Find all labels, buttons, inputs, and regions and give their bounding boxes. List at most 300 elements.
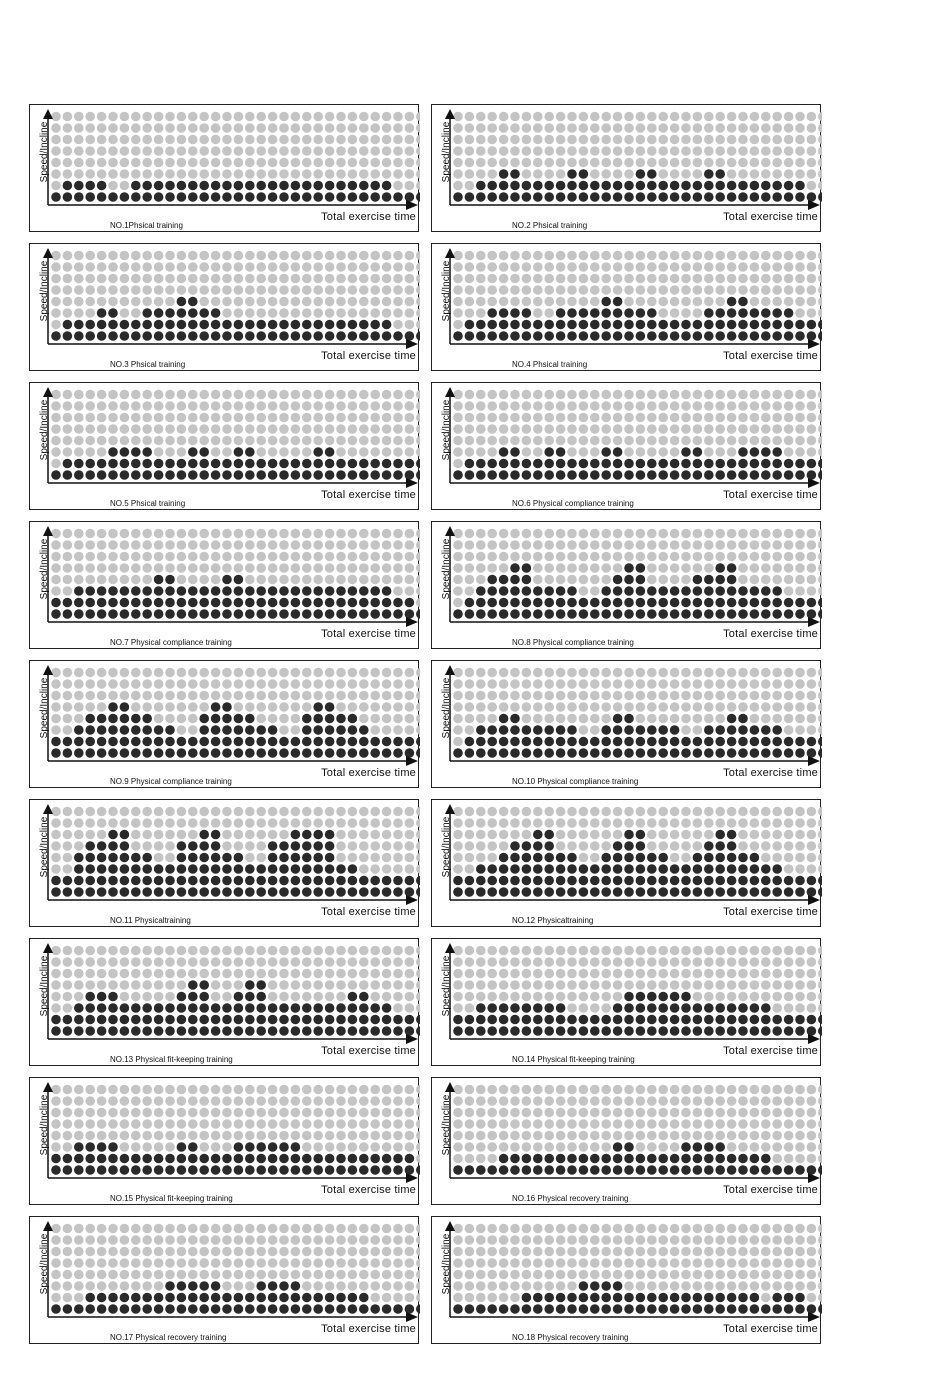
- level-dot: [533, 540, 543, 550]
- level-dot: [74, 1281, 84, 1291]
- level-dot: [291, 1131, 301, 1141]
- level-dot: [715, 424, 725, 434]
- level-dot-active: [567, 598, 577, 608]
- level-dot: [499, 679, 509, 689]
- level-dot-active: [738, 748, 748, 758]
- level-dot: [131, 146, 141, 156]
- level-dot: [325, 946, 335, 956]
- level-dot-active: [590, 308, 600, 318]
- level-dot-active: [199, 331, 209, 341]
- level-dot: [750, 552, 760, 562]
- level-dot: [63, 413, 73, 423]
- level-dot: [154, 123, 164, 133]
- level-dot: [487, 1281, 497, 1291]
- level-dot: [544, 969, 554, 979]
- level-dot: [279, 251, 289, 261]
- level-dot: [533, 957, 543, 967]
- level-dot: [165, 1096, 175, 1106]
- level-dot: [750, 285, 760, 295]
- level-dot-active: [348, 1003, 358, 1013]
- level-dot-active: [416, 609, 420, 619]
- level-dot: [465, 1247, 475, 1257]
- level-dot-active: [245, 447, 255, 457]
- level-dot: [348, 308, 358, 318]
- level-dot: [693, 1119, 703, 1129]
- level-dot: [85, 552, 95, 562]
- level-dot-active: [795, 459, 805, 469]
- level-dot-active: [487, 320, 497, 330]
- level-dot: [818, 251, 822, 261]
- level-dot-active: [590, 737, 600, 747]
- level-dot-active: [772, 1026, 782, 1036]
- level-dot-active: [613, 192, 623, 202]
- level-dot-active: [211, 830, 221, 840]
- level-dot: [302, 969, 312, 979]
- level-dot-active: [393, 887, 403, 897]
- level-dot: [784, 575, 794, 585]
- level-dot: [613, 1119, 623, 1129]
- level-dot: [750, 691, 760, 701]
- level-dot: [348, 1085, 358, 1095]
- level-dot: [405, 1247, 415, 1257]
- level-dot: [325, 1096, 335, 1106]
- level-dot: [51, 841, 61, 851]
- level-dot: [348, 540, 358, 550]
- level-dot-active: [336, 1015, 346, 1025]
- level-dot: [647, 424, 657, 434]
- level-dot-active: [165, 609, 175, 619]
- level-dot: [382, 853, 392, 863]
- level-dot: [453, 1247, 463, 1257]
- level-dot: [234, 1108, 244, 1118]
- level-dot: [795, 262, 805, 272]
- level-dot: [772, 957, 782, 967]
- level-dot-active: [693, 1293, 703, 1303]
- level-dot-active: [658, 1015, 668, 1025]
- level-dot-active: [533, 1304, 543, 1314]
- level-dot: [510, 436, 520, 446]
- level-dot: [302, 436, 312, 446]
- level-dot: [393, 112, 403, 122]
- level-dot: [336, 274, 346, 284]
- level-dot-active: [291, 737, 301, 747]
- level-dot-active: [63, 1165, 73, 1175]
- level-dot: [453, 285, 463, 295]
- level-dot: [291, 725, 301, 735]
- level-dot: [579, 807, 589, 817]
- level-dot-active: [647, 1154, 657, 1164]
- level-dot: [772, 297, 782, 307]
- level-dot: [704, 1119, 714, 1129]
- level-dot: [556, 980, 566, 990]
- level-dot: [359, 1235, 369, 1245]
- level-dot: [636, 529, 646, 539]
- level-dot: [544, 575, 554, 585]
- level-dot: [738, 691, 748, 701]
- level-dot: [165, 1085, 175, 1095]
- level-dot: [499, 135, 509, 145]
- level-dot: [268, 1119, 278, 1129]
- level-dot: [556, 251, 566, 261]
- level-dot-active: [465, 331, 475, 341]
- level-dot-active: [681, 748, 691, 758]
- level-dot: [522, 679, 532, 689]
- level-dot: [313, 1085, 323, 1095]
- level-dot: [727, 702, 737, 712]
- level-dot-active: [325, 1293, 335, 1303]
- level-dot-active: [727, 598, 737, 608]
- level-dot: [590, 830, 600, 840]
- level-dot-active: [510, 1165, 520, 1175]
- level-dot-active: [761, 864, 771, 874]
- level-dot-active: [613, 714, 623, 724]
- level-dot-active: [131, 586, 141, 596]
- y-axis-label: Speed/Incline: [441, 816, 452, 878]
- level-dot: [613, 679, 623, 689]
- level-dot: [325, 285, 335, 295]
- level-dot-active: [416, 876, 420, 886]
- level-dot: [393, 158, 403, 168]
- level-dot: [522, 1119, 532, 1129]
- level-dot: [715, 262, 725, 272]
- level-dot: [579, 1108, 589, 1118]
- level-dot: [590, 853, 600, 863]
- level-dot: [533, 818, 543, 828]
- level-dot: [670, 691, 680, 701]
- level-dot: [750, 146, 760, 156]
- level-dot: [556, 169, 566, 179]
- level-dot: [85, 575, 95, 585]
- level-dot-active: [658, 320, 668, 330]
- level-dot: [359, 1224, 369, 1234]
- level-dot: [359, 946, 369, 956]
- level-dot: [416, 830, 420, 840]
- level-dot-active: [522, 841, 532, 851]
- level-dot-active: [336, 609, 346, 619]
- level-dot-active: [222, 1003, 232, 1013]
- level-dot: [302, 807, 312, 817]
- level-dot-active: [556, 1003, 566, 1013]
- level-dot: [188, 158, 198, 168]
- level-dot-active: [727, 714, 737, 724]
- level-dot-active: [556, 609, 566, 619]
- level-dot: [348, 1270, 358, 1280]
- level-dot-active: [234, 714, 244, 724]
- level-dot-active: [302, 841, 312, 851]
- level-dot: [784, 158, 794, 168]
- level-dot: [533, 146, 543, 156]
- level-dot: [142, 668, 152, 678]
- level-dot: [487, 146, 497, 156]
- level-dot: [750, 818, 760, 828]
- x-axis-label: Total exercise time: [723, 489, 818, 501]
- level-dot-active: [704, 748, 714, 758]
- level-dot: [556, 1270, 566, 1280]
- level-dot-active: [499, 320, 509, 330]
- level-dot: [727, 262, 737, 272]
- level-dot-active: [142, 192, 152, 202]
- level-dot: [51, 1247, 61, 1257]
- level-dot-active: [222, 320, 232, 330]
- level-dot-active: [291, 830, 301, 840]
- level-dot-active: [795, 748, 805, 758]
- level-dot: [681, 1235, 691, 1245]
- level-dot-active: [499, 876, 509, 886]
- level-dot-active: [693, 737, 703, 747]
- level-dot-active: [165, 1026, 175, 1036]
- level-dot-active: [416, 887, 420, 897]
- level-dot: [795, 830, 805, 840]
- level-dot: [382, 1119, 392, 1129]
- level-dot: [325, 575, 335, 585]
- level-dot: [795, 818, 805, 828]
- level-dot-active: [108, 192, 118, 202]
- level-dot: [416, 285, 420, 295]
- level-dot: [108, 436, 118, 446]
- level-dot: [336, 436, 346, 446]
- level-dot: [772, 123, 782, 133]
- level-dot: [544, 540, 554, 550]
- level-dot-active: [313, 853, 323, 863]
- level-dot: [465, 586, 475, 596]
- level-dot-active: [522, 563, 532, 573]
- level-dot-active: [348, 725, 358, 735]
- level-dot-active: [533, 586, 543, 596]
- level-dot: [750, 946, 760, 956]
- level-dot: [715, 1119, 725, 1129]
- level-dot: [647, 1096, 657, 1106]
- level-dot: [601, 1235, 611, 1245]
- level-dot: [120, 390, 130, 400]
- level-dot-active: [165, 320, 175, 330]
- level-dot: [120, 1258, 130, 1268]
- level-dot: [624, 297, 634, 307]
- level-dot-active: [750, 864, 760, 874]
- level-dot: [613, 1131, 623, 1141]
- level-dot: [727, 691, 737, 701]
- level-dot: [405, 725, 415, 735]
- level-dot: [590, 1119, 600, 1129]
- level-dot-active: [256, 1281, 266, 1291]
- level-dot: [487, 563, 497, 573]
- level-dot: [51, 992, 61, 1002]
- level-dot: [405, 830, 415, 840]
- level-dot-active: [199, 1304, 209, 1314]
- level-dot: [108, 679, 118, 689]
- level-dot: [416, 563, 420, 573]
- level-dot: [693, 112, 703, 122]
- level-dot: [291, 262, 301, 272]
- level-dot: [108, 401, 118, 411]
- level-dot: [348, 1108, 358, 1118]
- level-dot: [613, 668, 623, 678]
- level-dot-active: [670, 320, 680, 330]
- level-dot: [681, 540, 691, 550]
- level-dot: [120, 1131, 130, 1141]
- level-dot: [704, 980, 714, 990]
- level-dot-active: [590, 192, 600, 202]
- level-dot: [556, 390, 566, 400]
- level-dot: [188, 957, 198, 967]
- level-dot: [647, 1281, 657, 1291]
- level-dot: [359, 308, 369, 318]
- level-dot: [256, 1096, 266, 1106]
- level-dot-active: [556, 887, 566, 897]
- level-dot: [715, 1247, 725, 1257]
- level-dot: [818, 1085, 822, 1095]
- level-dot: [313, 992, 323, 1002]
- level-dot-active: [256, 748, 266, 758]
- level-dot-active: [188, 586, 198, 596]
- level-dot: [533, 1258, 543, 1268]
- level-dot: [567, 529, 577, 539]
- level-dot-active: [291, 331, 301, 341]
- level-dot-active: [245, 320, 255, 330]
- level-dot-active: [268, 1003, 278, 1013]
- level-dot: [693, 725, 703, 735]
- level-dot-active: [556, 308, 566, 318]
- level-dot-active: [636, 598, 646, 608]
- level-dot: [405, 1235, 415, 1245]
- level-dot: [681, 1131, 691, 1141]
- level-dot: [234, 251, 244, 261]
- level-dot: [108, 1085, 118, 1095]
- level-dot-active: [256, 1142, 266, 1152]
- level-dot-active: [245, 725, 255, 735]
- level-dot: [85, 297, 95, 307]
- level-dot: [63, 529, 73, 539]
- level-dot: [370, 818, 380, 828]
- level-dot: [499, 1131, 509, 1141]
- level-dot-active: [245, 1142, 255, 1152]
- level-dot-active: [416, 1165, 420, 1175]
- level-dot-active: [291, 748, 301, 758]
- level-dot: [750, 123, 760, 133]
- level-dot: [533, 169, 543, 179]
- level-dot: [291, 714, 301, 724]
- level-dot: [63, 1293, 73, 1303]
- level-dot: [234, 818, 244, 828]
- level-dot: [393, 714, 403, 724]
- level-dot: [222, 424, 232, 434]
- level-dot: [63, 390, 73, 400]
- level-dot: [772, 1003, 782, 1013]
- level-dot: [97, 123, 107, 133]
- level-dot: [165, 1108, 175, 1118]
- level-dot-active: [177, 887, 187, 897]
- level-dot-active: [670, 192, 680, 202]
- level-dot: [522, 1258, 532, 1268]
- level-dot: [188, 540, 198, 550]
- level-dot: [807, 992, 817, 1002]
- level-dot: [556, 413, 566, 423]
- level-dot-active: [97, 853, 107, 863]
- level-dot-active: [761, 1165, 771, 1175]
- level-dot-active: [670, 725, 680, 735]
- level-dot: [51, 112, 61, 122]
- level-dot: [359, 123, 369, 133]
- level-dot-active: [142, 586, 152, 596]
- level-dot: [533, 1085, 543, 1095]
- level-dot: [142, 1224, 152, 1234]
- level-dot: [291, 529, 301, 539]
- level-dot: [807, 1258, 817, 1268]
- level-dot: [624, 285, 634, 295]
- level-dot: [761, 1235, 771, 1245]
- level-dot: [393, 1224, 403, 1234]
- level-dot: [465, 413, 475, 423]
- level-dot: [715, 668, 725, 678]
- level-dot-active: [97, 1154, 107, 1164]
- x-axis-arrow-icon: [406, 895, 418, 905]
- level-dot: [795, 679, 805, 689]
- level-dot: [693, 1235, 703, 1245]
- level-dot-active: [120, 876, 130, 886]
- level-dot: [222, 1085, 232, 1095]
- level-dot: [268, 992, 278, 1002]
- level-dot: [393, 1096, 403, 1106]
- level-dot: [522, 1085, 532, 1095]
- level-dot: [670, 1258, 680, 1268]
- level-dot: [590, 401, 600, 411]
- level-dot-active: [245, 459, 255, 469]
- level-dot: [256, 957, 266, 967]
- level-dot: [393, 575, 403, 585]
- level-dot: [245, 1131, 255, 1141]
- level-dot-active: [476, 1026, 486, 1036]
- level-dot: [761, 1108, 771, 1118]
- level-dot: [165, 1258, 175, 1268]
- level-dot-active: [325, 887, 335, 897]
- level-dot-active: [199, 980, 209, 990]
- level-dot: [784, 1096, 794, 1106]
- level-dot: [142, 424, 152, 434]
- level-dot-active: [533, 331, 543, 341]
- level-dot: [359, 818, 369, 828]
- level-dot: [465, 308, 475, 318]
- level-dot-active: [715, 609, 725, 619]
- level-dot-active: [715, 1026, 725, 1036]
- level-dot: [647, 401, 657, 411]
- level-dot-active: [85, 586, 95, 596]
- level-dot: [704, 1131, 714, 1141]
- level-dot: [693, 1224, 703, 1234]
- level-dot: [727, 169, 737, 179]
- level-dot-active: [199, 853, 209, 863]
- level-dot: [370, 1270, 380, 1280]
- level-dot-active: [74, 1165, 84, 1175]
- level-dot-active: [336, 1293, 346, 1303]
- level-dot: [487, 1108, 497, 1118]
- level-dot-active: [613, 1015, 623, 1025]
- x-axis-label: Total exercise time: [723, 1323, 818, 1335]
- level-dot: [750, 1281, 760, 1291]
- level-dot: [453, 946, 463, 956]
- level-dot: [142, 1085, 152, 1095]
- level-dot-active: [268, 470, 278, 480]
- level-dot-active: [120, 586, 130, 596]
- level-dot-active: [522, 853, 532, 863]
- level-dot: [487, 980, 497, 990]
- level-dot: [131, 135, 141, 145]
- level-dot: [393, 691, 403, 701]
- level-dot: [624, 1085, 634, 1095]
- level-dot: [658, 957, 668, 967]
- level-dot: [256, 807, 266, 817]
- level-dot-active: [211, 1026, 221, 1036]
- level-dot: [818, 980, 822, 990]
- program-chart: [29, 382, 419, 510]
